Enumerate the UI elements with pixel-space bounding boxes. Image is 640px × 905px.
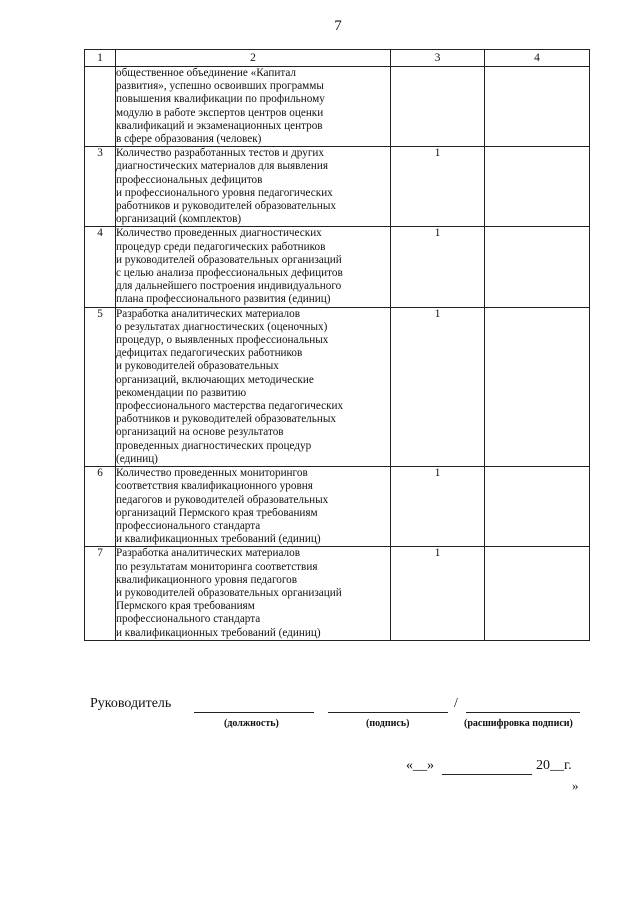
description-line: организаций на основе результатов	[116, 426, 284, 439]
description-line: профессионального мастерства педагогических	[116, 400, 344, 413]
row-value-col3: 1	[391, 147, 485, 227]
row-description	[116, 307, 391, 466]
description-line: (единиц)	[116, 452, 158, 465]
description-line: педагогов и руководителей образовательных	[116, 493, 329, 506]
description-line: профессионального стандарта	[116, 613, 261, 626]
report-table	[84, 49, 590, 641]
date-trailing-mark: »	[572, 778, 579, 793]
description-line: организаций, включающих методические	[116, 373, 314, 386]
row-description	[116, 547, 391, 640]
table-row	[85, 547, 590, 640]
row-value-col4	[485, 467, 590, 547]
description-line: для дальнейшего построения индивидуального	[116, 280, 342, 293]
header-cell-1: 1	[85, 50, 116, 67]
date-block	[406, 758, 586, 798]
caption-signature: (подпись)	[366, 718, 410, 729]
header-cell-2: 2	[116, 50, 391, 67]
description-line: и руководителей образовательных	[116, 360, 279, 373]
description-line: квалификаций и экзаменационных центров	[116, 119, 323, 132]
row-value-col4	[485, 307, 590, 466]
description-line: работников и руководителей образовательных	[116, 200, 336, 213]
date-year-suffix: г.	[564, 758, 572, 773]
row-value-col3: 1	[391, 227, 485, 307]
description-line: плана профессионального развития (единиц)	[116, 293, 331, 306]
description-line: общественное объединение «Капитал	[116, 67, 296, 79]
description-line: и квалификационных требований (единиц)	[116, 626, 321, 639]
table-row	[85, 67, 590, 147]
row-value-col3: 1	[391, 547, 485, 640]
row-value-col4	[485, 67, 590, 147]
signature-label: Руководитель	[90, 696, 172, 711]
description-line: Количество разработанных тестов и других	[116, 147, 324, 160]
description-line: Пермского края требованиям	[116, 600, 255, 613]
description-line: Разработка аналитических материалов	[116, 307, 300, 320]
description-line: процедур, о выявленных профессиональных	[116, 334, 329, 347]
description-line: работников и руководителей образовательных	[116, 413, 336, 426]
table-row	[85, 307, 590, 466]
description-line: в сфере образования (человек)	[116, 133, 262, 146]
signature-slash: /	[454, 696, 458, 711]
description-line: развития», успешно освоивших программы	[116, 80, 324, 93]
position-line	[194, 698, 314, 713]
description-line: профессиональных дефицитов	[116, 173, 263, 186]
description-line: квалификационного уровня педагогов	[116, 573, 298, 586]
row-number: 7	[85, 547, 116, 640]
row-value-col3: 1	[391, 307, 485, 466]
date-day: «__»	[406, 758, 434, 773]
description-line: и руководителей образовательных организаций	[116, 586, 342, 599]
page-number: 7	[334, 18, 342, 34]
description-line: и профессионального уровня педагогических	[116, 186, 333, 199]
signature-line	[328, 698, 448, 713]
description-line: и квалификационных требований (единиц)	[116, 533, 321, 546]
description-line: процедур среди педагогических работников	[116, 240, 326, 253]
row-number	[85, 67, 116, 147]
description-line: дефицитах педагогических работников	[116, 347, 303, 360]
row-number: 4	[85, 227, 116, 307]
caption-decoding: (расшифровка подписи)	[464, 718, 573, 729]
description-line: модулю в работе экспертов центров оценки	[116, 106, 324, 119]
header-cell-4: 4	[485, 50, 590, 67]
description-line: соответствия квалификационного уровня	[116, 480, 313, 493]
caption-position: (должность)	[224, 718, 279, 729]
row-description	[116, 467, 391, 547]
description-line: диагностических материалов для выявления	[116, 160, 328, 173]
table-row	[85, 467, 590, 547]
row-description	[116, 227, 391, 307]
description-line: организаций Пермского края требованиям	[116, 506, 318, 519]
row-value-col4	[485, 227, 590, 307]
row-value-col3: 1	[391, 467, 485, 547]
row-number: 5	[85, 307, 116, 466]
description-line: профессионального стандарта	[116, 519, 261, 532]
header-cell-3: 3	[391, 50, 485, 67]
date-month-line	[442, 760, 532, 775]
row-value-col4	[485, 147, 590, 227]
table-row	[85, 227, 590, 307]
row-value-col4	[485, 547, 590, 640]
description-line: повышения квалификации по профильному	[116, 93, 325, 106]
description-line: о результатах диагностических (оценочных)	[116, 320, 328, 333]
description-line: Количество проведенных диагностических	[116, 227, 322, 240]
description-line: Количество проведенных мониторингов	[116, 467, 308, 480]
description-line: Разработка аналитических материалов	[116, 547, 300, 560]
description-line: по результатам мониторинга соответствия	[116, 560, 318, 573]
row-description	[116, 147, 391, 227]
description-line: и руководителей образовательных организаций	[116, 253, 342, 266]
table-row	[85, 147, 590, 227]
decoding-line	[466, 698, 580, 713]
description-line: организаций (комплектов)	[116, 213, 242, 226]
date-year: 20__	[536, 758, 564, 773]
table-header-row	[85, 50, 590, 67]
signature-block	[90, 696, 590, 736]
description-line: проведенных диагностических процедур	[116, 439, 312, 452]
row-number: 3	[85, 147, 116, 227]
row-value-col3	[391, 67, 485, 147]
row-description	[116, 67, 391, 147]
row-number: 6	[85, 467, 116, 547]
description-line: с целью анализа профессиональных дефицитов	[116, 267, 343, 280]
description-line: рекомендации по развитию	[116, 386, 247, 399]
